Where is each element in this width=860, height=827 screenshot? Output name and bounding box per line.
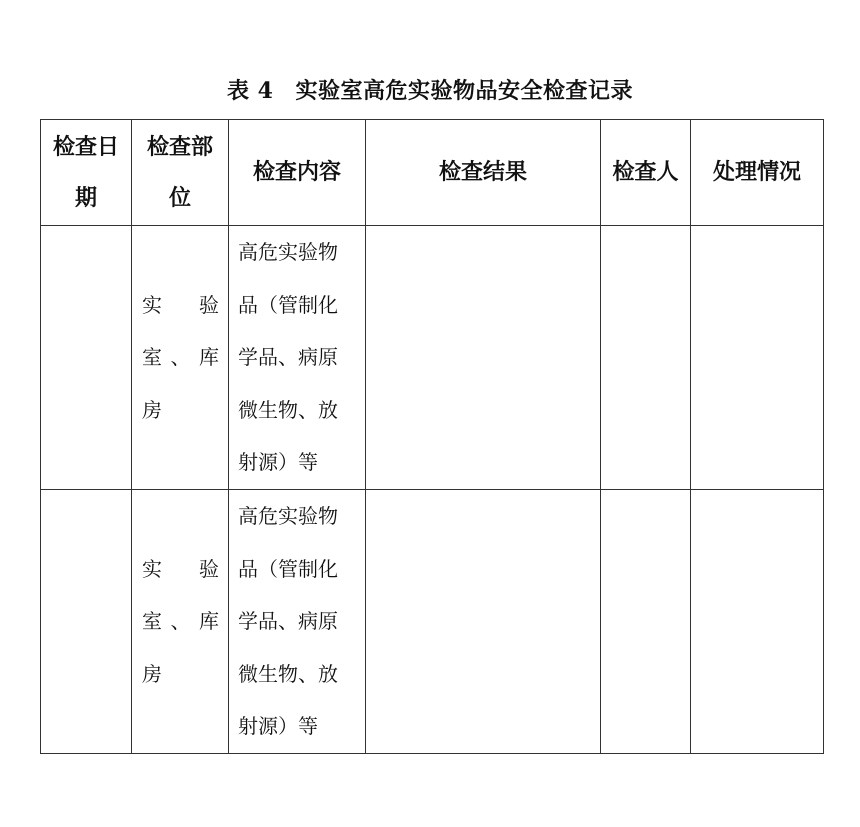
cell-check-location [132, 489, 229, 753]
header-check-content: 检查内容 [229, 120, 366, 226]
location-text: 实验室、库房 [142, 556, 219, 686]
cell-handling [691, 489, 824, 753]
table-row [41, 489, 824, 753]
table-title [0, 74, 860, 105]
cell-check-content [229, 226, 366, 490]
header-row [41, 120, 824, 226]
header-handling: 处理情况 [691, 120, 824, 226]
content-text: 高危实验物品（管制化学品、病原微生物、放射源）等 [238, 503, 338, 739]
cell-check-content [229, 489, 366, 753]
header-inspector: 检查人 [601, 120, 691, 226]
cell-inspector [601, 489, 691, 753]
inspection-record-table [40, 119, 824, 754]
content-text: 高危实验物品（管制化学品、病原微生物、放射源）等 [238, 240, 338, 475]
cell-check-date [41, 226, 132, 490]
header-check-date: 检查日期 [41, 120, 132, 226]
cell-inspector [601, 226, 691, 490]
cell-check-location [132, 226, 229, 490]
cell-check-result [366, 226, 601, 490]
table-number: 表 4 [227, 78, 274, 104]
location-text: 实验室、库房 [142, 292, 219, 422]
cell-check-result [366, 489, 601, 753]
table-title-text: 实验室高危实验物品安全检查记录 [295, 78, 633, 104]
cell-check-date [41, 489, 132, 753]
table-row [41, 226, 824, 490]
cell-handling [691, 226, 824, 490]
header-check-location: 检查部位 [132, 120, 229, 226]
header-check-result: 检查结果 [366, 120, 601, 226]
